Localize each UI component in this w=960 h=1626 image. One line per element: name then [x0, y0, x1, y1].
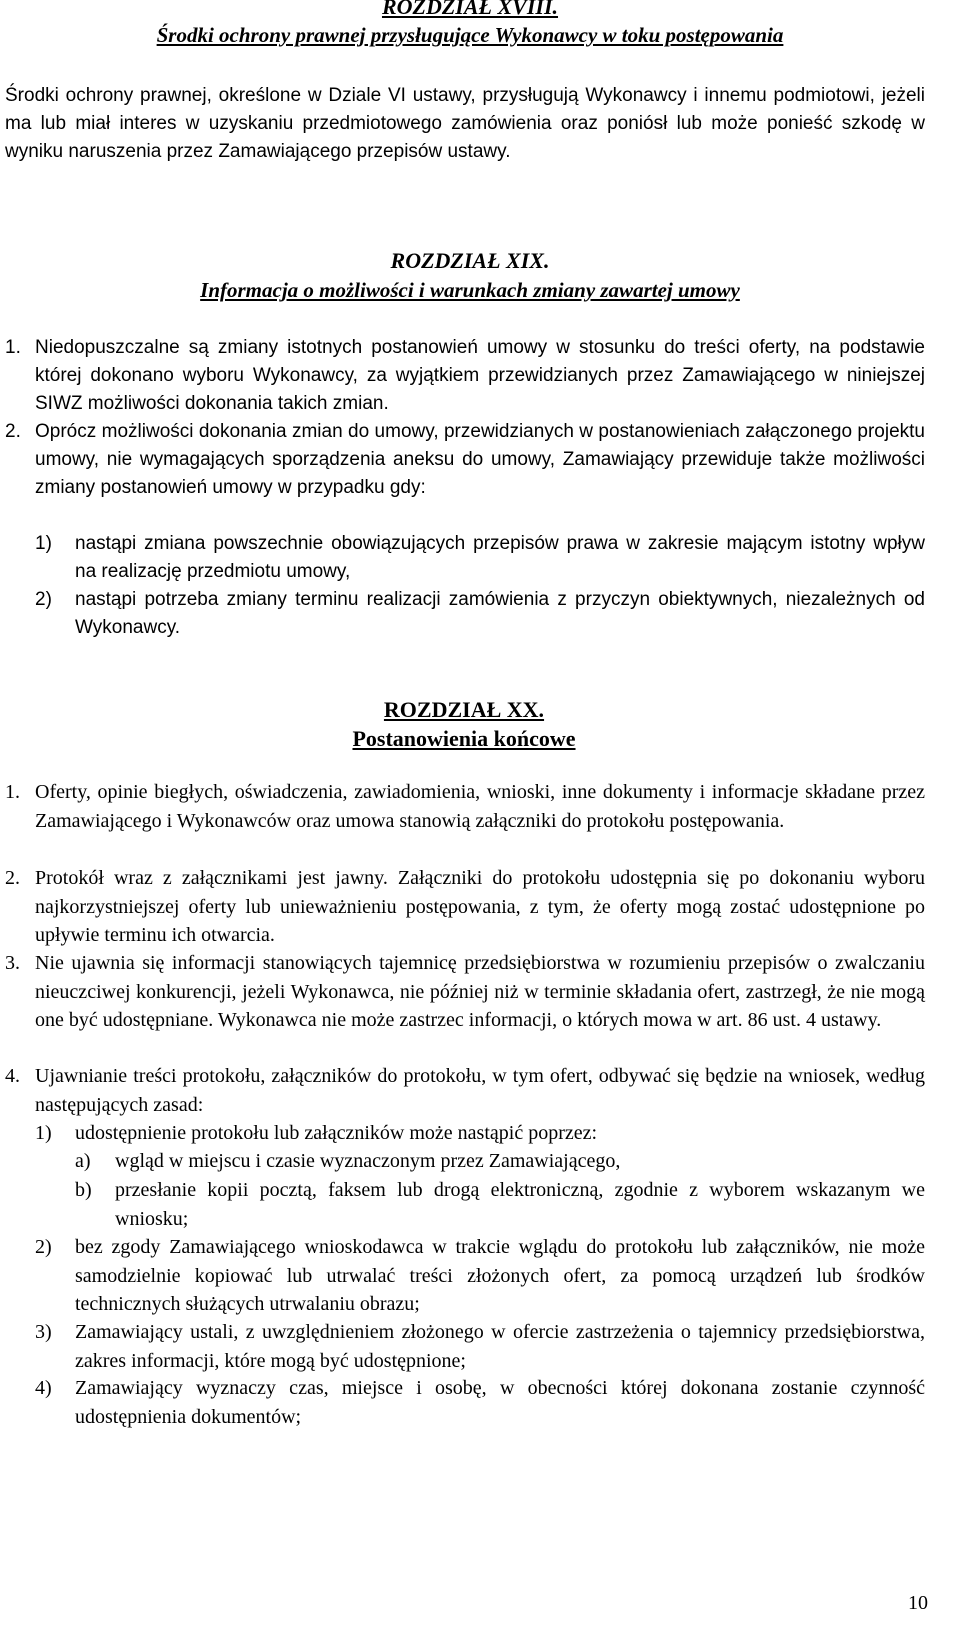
- item-number: 2.: [5, 867, 20, 889]
- subitem-number: 2): [35, 589, 52, 610]
- chapter-19-subitem-1: [35, 530, 925, 586]
- chapter-20-item-4: [5, 1062, 925, 1119]
- chapter-19-title: ROZDZIAŁ XIX.: [390, 248, 550, 273]
- item-text: Niedopuszczalne są zmiany istotnych postanowień umowy w stosunku do treści oferty, na podstawie której dokonano wyboru Wykonawcy, za wyjątkiem przewidzianych przez Zamawiającego w niniejszej SIWZ możliwości dokonania takich zmian.: [35, 337, 925, 414]
- item-number: 2.: [5, 421, 21, 442]
- subitem-text: Zamawiający ustali, z uwzględnieniem złożonego w ofercie zastrzeżenia o tajemnicy przedsiębiorstwa, zakres informacji, które mogą być udostępnione;: [75, 1321, 925, 1372]
- chapter-19-subtitle: Informacja o możliwości i warunkach zmiany zawartej umowy: [200, 278, 740, 302]
- chapter-20-subitem-4: [35, 1374, 925, 1431]
- subitem-text: bez zgody Zamawiającego wnioskodawca w trakcie wglądu do protokołu lub załączników, nie może samodzielnie kopiować lub utrwalać treści złożonych ofert, za pomocą urządzeń lub środków technicznych służących utrwalaniu obrazu;: [75, 1236, 925, 1316]
- chapter-20-subitem-3: [35, 1318, 925, 1375]
- letter-marker: b): [75, 1179, 92, 1201]
- chapter-20-item-1: [5, 778, 925, 835]
- item-number: 4.: [5, 1065, 20, 1087]
- chapter-20-subitem-2: [35, 1233, 925, 1319]
- chapter-18-paragraph: Środki ochrony prawnej, określone w Dziale VI ustawy, przysługują Wykonawcy i innemu podmiotowi, jeżeli ma lub miał interes w uzyskaniu przedmiotowego zamówienia oraz poniósł lub może ponieść szkodę w wyniku naruszenia przez Zamawiającego przepisów ustawy.: [5, 85, 925, 162]
- subitem-text: udostępnienie protokołu lub załączników może nastąpić poprzez:: [75, 1122, 598, 1144]
- subitem-number: 1): [35, 533, 52, 554]
- subitem-number: 2): [35, 1236, 52, 1258]
- subitem-text: nastąpi potrzeba zmiany terminu realizacji zamówienia z przyczyn obiektywnych, niezależnych od Wykonawcy.: [75, 589, 925, 638]
- item-text: Nie ujawnia się informacji stanowiących tajemnicę przedsiębiorstwa w rozumieniu przepisów o zwalczaniu nieuczciwej konkurencji, jeżeli Wykonawca, nie później niż w terminie składania ofert, zastrzegł, że nie mogą one być udostępniane. Wykonawca nie może zastrzec informacji, o których mowa w art. 86 ust. 4 ustawy.: [35, 952, 925, 1032]
- chapter-20-subtitle: Postanowienia końcowe: [352, 726, 576, 751]
- subitem-text: Zamawiający wyznaczy czas, miejsce i osobę, w obecności której dokonana zostanie czynność udostępnienia dokumentów;: [75, 1377, 925, 1428]
- chapter-20-item-3: [5, 949, 925, 1035]
- chapter-19-item-1: [5, 334, 925, 418]
- item-text: Oferty, opinie biegłych, oświadczenia, zawiadomienia, wnioski, inne dokumenty i informacje składane przez Zamawiającego i Wykonawców oraz umowa stanowią załączniki do protokołu postępowania.: [35, 781, 925, 832]
- item-number: 1.: [5, 781, 20, 803]
- chapter-20-item-2: [5, 864, 925, 950]
- letter-text: przesłanie kopii pocztą, faksem lub drogą elektroniczną, zgodnie z wyborem wskazanym we wniosku;: [115, 1179, 925, 1230]
- letter-text: wgląd w miejscu i czasie wyznaczonym przez Zamawiającego,: [115, 1150, 621, 1172]
- subitem-text: nastąpi zmiana powszechnie obowiązujących przepisów prawa w zakresie mającym istotny wpływ na realizację przedmiotu umowy,: [75, 533, 925, 582]
- item-number: 1.: [5, 337, 21, 358]
- chapter-19-subitem-2: [35, 586, 925, 642]
- item-text: Protokół wraz z załącznikami jest jawny. Załączniki do protokołu udostępnia się po dokonaniu wyboru najkorzystniejszej oferty lub unieważnieniu postępowania, z tym, że oferty mogą zostać udostępnione po upływie terminu ich otwarcia.: [35, 867, 925, 947]
- item-text: Oprócz możliwości dokonania zmian do umowy, przewidzianych w postanowieniach załączonego projektu umowy, nie wymagających sporządzenia aneksu do umowy, Zamawiający przewiduje także możliwości zmiany postanowień umowy w przypadku gdy:: [35, 421, 925, 498]
- chapter-20-title: ROZDZIAŁ XX.: [383, 697, 545, 722]
- chapter-18-subtitle: Środki ochrony prawnej przysługujące Wykonawcy w toku postępowania: [156, 23, 784, 47]
- chapter-20-subitem-1: [35, 1119, 925, 1148]
- item-number: 3.: [5, 952, 20, 974]
- item-text: Ujawnianie treści protokołu, załączników do protokołu, w tym ofert, odbywać się będzie na wniosek, według następujących zasad:: [35, 1065, 925, 1116]
- chapter-18-title: ROZDZIAŁ XVIII.: [381, 0, 559, 19]
- subitem-number: 1): [35, 1122, 52, 1144]
- letter-marker: a): [75, 1150, 91, 1172]
- chapter-20-letter-a: [75, 1147, 925, 1176]
- page-number: 10: [908, 1592, 928, 1614]
- subitem-number: 4): [35, 1377, 52, 1399]
- subitem-number: 3): [35, 1321, 52, 1343]
- chapter-19-item-2: [5, 418, 925, 502]
- chapter-20-letter-b: [75, 1176, 925, 1233]
